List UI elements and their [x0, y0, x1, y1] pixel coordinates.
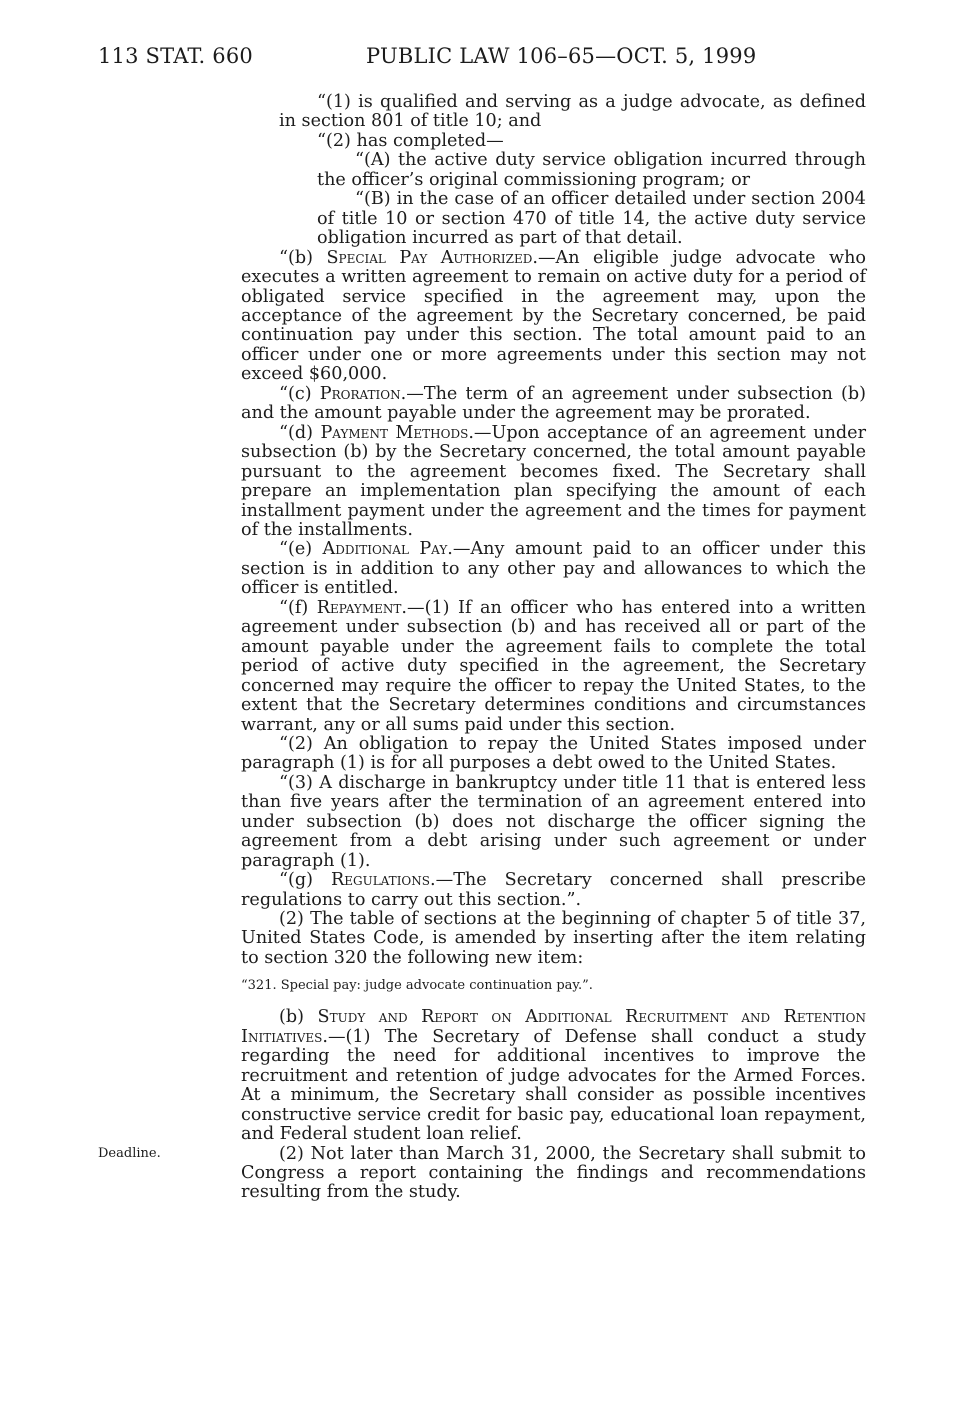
subsection-b-heading: Special Pay Authorized. [326, 247, 538, 268]
margin-note-deadline: Deadline. [98, 1146, 161, 1161]
subsection-f-text: —(1) If an officer who has entered into a written agreement under subsection (b) and has received all or part of the amount payable under the agreement fails to complete the total period of active duty specified in the agreement, the Secretary concerned may require the officer to repay the United States, to the extent that the Secretary determines conditions and circumstances warrant, any or all sums paid under this section. [241, 597, 866, 735]
subsection-f-heading: Repayment. [316, 597, 407, 618]
subsection-g-number: “(g) [279, 870, 331, 891]
subsection-e [241, 540, 866, 598]
subsection-e-text: —Any amount paid to an officer under this section is in addition to any other pay and allowances to which the officer is entitled. [241, 539, 866, 599]
section-b-number: (b) [279, 1007, 318, 1028]
subsection-b-number: “(b) [279, 247, 327, 268]
table-amendment: (2) The table of sections at the beginning of chapter 5 of title 37, United States Code, is amended by inserting after the item relating to section 320 the following new item: [241, 909, 866, 968]
subsection-b-text: —An eligible judge advocate who executes a written agreement to remain on active duty for a period of obligated service specified in the agreement may, upon the acceptance of the agreement by the Secretary concerned, be paid continuation pay under this section. The total amount paid to an officer under one or more agreements under this section may not exceed $60,000. [241, 247, 867, 385]
subparagraph-b: “(B) in the case of an officer detailed under section 2004 of title 10 or section 470 of title 14, the active duty service obligation incurred as part of that detail. [317, 189, 866, 249]
statute-page-number: 113 STAT. 660 [98, 44, 253, 68]
subsection-g-heading: Regulations. [331, 870, 436, 891]
section-b-text: —(1) The Secretary of Defense shall conduct a study regarding the need for additional incentives to improve the recruitment and retention of judge advocates for the Armed Forces. At a minimum, the Secretary shall consider as possible incentives constructive service credit for basic pay, educational loan repayment, and Federal student loan relief. [241, 1026, 866, 1145]
subsection-f [241, 599, 866, 735]
subsection-f-number: “(f) [279, 597, 317, 618]
paragraph-1: “(1) is qualified and serving as a judge advocate, as defined in section 801 of title 10; and [279, 92, 866, 132]
subsection-g-text: —The Secretary concerned shall prescribe regulations to carry out this section.”. [241, 870, 866, 910]
subsection-d-text: —Upon acceptance of an agreement under subsection (b) by the Secretary concerned, the total amount payable pursuant to the agreement becomes fixed. The Secretary shall prepare an implementation plan specifying the amount of each installment payment under the agreement and the times for payment of the installments. [241, 422, 867, 540]
public-law-title: PUBLIC LAW 106–65—OCT. 5, 1999 [366, 44, 757, 68]
subsection-d-number: “(d) [279, 422, 321, 443]
document-body [241, 93, 866, 1203]
subsection-g [241, 871, 866, 910]
paragraph-2: “(2) has completed— [317, 130, 504, 151]
subsection-d [241, 424, 866, 541]
subsection-c-heading: Proration. [319, 383, 407, 404]
subsection-d-heading: Payment Methods. [320, 422, 474, 443]
section-b-study [241, 1008, 866, 1144]
subsection-c-number: “(c) [279, 383, 320, 404]
subsection-e-number: “(e) [279, 539, 323, 560]
subsection-c-text: —The term of an agreement under subsection (b) and the amount payable under the agreement may be prorated. [241, 383, 867, 424]
subsection-e-heading: Additional Pay. [322, 539, 453, 560]
table-of-sections-item: “321. Special pay: judge advocate continuation pay.”. [241, 978, 593, 994]
subsection-f-paragraph-2: “(2) An obligation to repay the United States imposed under paragraph (1) is for all purposes a debt owed to the United States. [241, 733, 866, 774]
subparagraph-a: “(A) the active duty service obligation incurred through the officer’s original commissioning program; or [317, 150, 866, 190]
subsection-c [241, 385, 866, 424]
subsection-f-paragraph-3: “(3) A discharge in bankruptcy under title 11 that is entered less than five years after the termination of an agreement entered into under subsection (b) does not discharge the officer signing the agreement from a debt arising under such agreement or under paragraph (1). [241, 772, 866, 871]
subsection-b [241, 249, 866, 385]
section-b-heading: Study and Report on Additional Recruitment and Retention Initiatives. [241, 1007, 866, 1047]
section-b-paragraph-2: (2) Not later than March 31, 2000, the Secretary shall submit to Congress a report containing the findings and recommendations resulting from the study. [241, 1143, 866, 1203]
